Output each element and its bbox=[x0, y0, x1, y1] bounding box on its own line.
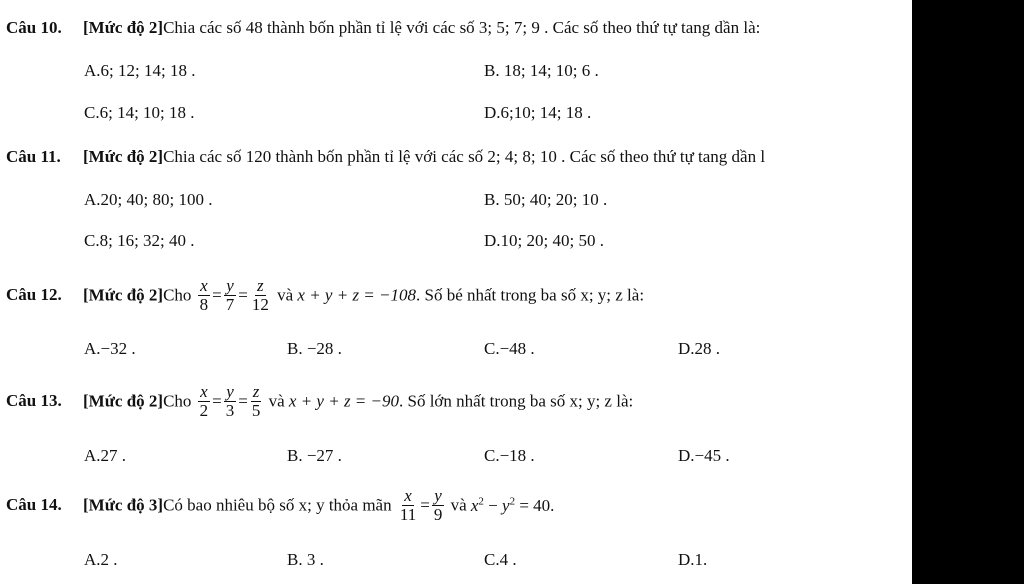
option-d: D.28 . bbox=[678, 339, 721, 358]
fraction: $\frac{y}{9}$ bbox=[433, 486, 443, 524]
question-13: Câu 13. [Mức độ 2]Cho $\frac{x}{2}$ = $\frac{y}{3}$ = $\frac{z}{5}$ và x + y + z = −90. Số lớn nhất trong ba số x; y; z là: bbox=[6, 382, 634, 420]
equation: x + y + z = −90 bbox=[288, 391, 399, 411]
question-11 bbox=[6, 147, 765, 167]
option-a: A.20; 40; 80; 100 . bbox=[84, 190, 213, 209]
option-a: A.2 . bbox=[84, 550, 118, 569]
option-a: A.6; 12; 14; 18 . bbox=[84, 61, 196, 80]
option-d: D.1. bbox=[678, 550, 708, 569]
question-14: Câu 14. [Mức độ 3]Có bao nhiêu bộ số x; y thỏa mãn $\frac{x}{11}$ = $\frac{y}{9}$ và $x^2 - y^2 = 40$. bbox=[6, 486, 555, 524]
fraction: $\frac{y}{3}$ bbox=[225, 382, 235, 420]
question-number: Câu 11. bbox=[6, 147, 61, 166]
question-12: Câu 12. [Mức độ 2]Cho $\frac{x}{8}$ = $\frac{y}{7}$ = $\frac{z}{12}$ và x + y + z = −108. Số bé nhất trong ba số x; y; z là: bbox=[6, 276, 645, 314]
option-d: D.10; 20; 40; 50 . bbox=[484, 231, 604, 250]
difficulty-level: [Mức độ 3] bbox=[83, 495, 164, 515]
difficulty-level: [Mức độ 2] bbox=[83, 285, 164, 305]
option-c: C.8; 16; 32; 40 . bbox=[84, 231, 195, 250]
option-c: C.6; 14; 10; 18 . bbox=[84, 103, 195, 122]
option-d: D.−45 . bbox=[678, 446, 730, 465]
option-b: B. 18; 14; 10; 6 . bbox=[484, 61, 599, 80]
question-text: Chia các số 120 thành bốn phần tỉ lệ với các số 2; 4; 8; 10 . Các số theo thứ tự tang dần l bbox=[163, 147, 766, 166]
option-c: C.−48 . bbox=[484, 339, 535, 358]
difficulty-level: [Mức độ 2] bbox=[83, 147, 164, 166]
option-c: C.−18 . bbox=[484, 446, 535, 465]
fraction: $\frac{x}{2}$ bbox=[199, 382, 209, 420]
equation: x + y + z = −108 bbox=[297, 285, 416, 305]
equation: $x^2 - y^2 = 40$. bbox=[470, 495, 555, 515]
option-b: B. −27 . bbox=[287, 446, 342, 465]
difficulty-level: [Mức độ 2] bbox=[83, 18, 164, 37]
difficulty-level: [Mức độ 2] bbox=[83, 391, 164, 411]
option-c: C.4 . bbox=[484, 550, 517, 569]
fraction: $\frac{z}{12}$ bbox=[251, 276, 269, 314]
question-text: Chia các số 48 thành bốn phần tỉ lệ với các số 3; 5; 7; 9 . Các số theo thứ tự tang dần là: bbox=[163, 18, 761, 37]
question-number: Câu 10. bbox=[6, 18, 62, 37]
black-margin-bar bbox=[912, 0, 1024, 584]
option-b: B. 50; 40; 20; 10 . bbox=[484, 190, 608, 209]
question-number: Câu 14. bbox=[6, 495, 62, 515]
fraction: $\frac{x}{11}$ bbox=[399, 486, 417, 524]
option-a: A.27 . bbox=[84, 446, 127, 465]
question-number: Câu 12. bbox=[6, 285, 62, 305]
fraction: $\frac{z}{5}$ bbox=[251, 382, 261, 420]
question-number: Câu 13. bbox=[6, 391, 62, 411]
option-b: B. −28 . bbox=[287, 339, 342, 358]
option-b: B. 3 . bbox=[287, 550, 324, 569]
option-a: A.−32 . bbox=[84, 339, 136, 358]
question-10 bbox=[6, 18, 760, 38]
option-d: D.6;10; 14; 18 . bbox=[484, 103, 592, 122]
fraction: $\frac{x}{8}$ bbox=[199, 276, 209, 314]
fraction: $\frac{y}{7}$ bbox=[225, 276, 235, 314]
